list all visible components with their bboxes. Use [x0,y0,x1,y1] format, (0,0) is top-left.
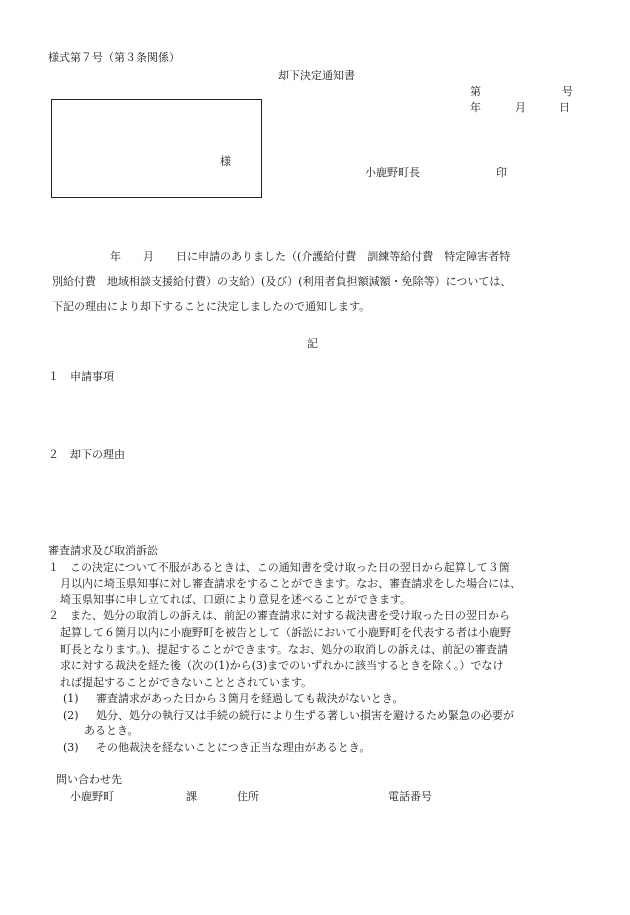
date-month: 月 [515,101,526,114]
appeal-p1-line: この決定について不服があるときは、この通知書を受け取った日の翌日から起算して３箇 [70,561,510,574]
appeal-p2-line: 求に対する裁決を経た後（次の(1)から(3)までのいずれかに該当するときを除く。）でなけ [60,659,504,672]
item-number: １ [48,370,59,383]
date-year: 年 [470,101,481,114]
recipient-box [51,99,262,198]
sub-item-text: 審査請求があった日から３箇月を経過しても裁決がないとき。 [96,692,404,705]
sub-item-text: その他裁決を経ないことにつき正当な理由があるとき。 [96,741,371,754]
appeal-p1-line: 埼玉県知事に申し立てれば、口頭により意見を述べることができます。 [60,593,412,606]
form-number: 様式第７号（第３条関係） [48,51,180,64]
contact-heading: 問い合わせ先 [56,773,122,786]
ki-mark: 記 [307,337,318,350]
sub-item-continuation: あるとき。 [84,724,139,737]
recipient-honorific: 様 [220,155,231,168]
item-label-reason: 却下の理由 [70,448,125,461]
appeal-p1-number: １ [48,561,59,574]
document-title: 却下決定通知書 [278,69,355,82]
body-line: 別給付費 地域相談支援給付費）の支給）(及び）(利用者負担額減額・免除等）については、 [52,275,512,288]
appeal-p2-line: 起算して６箇月以内に小鹿野町を被告として（訴訟において小鹿野町を代表する者は小鹿野 [60,626,511,639]
contact-phone-label: 電話番号 [388,790,432,803]
sub-item-number: (2) [63,709,79,722]
item-number: ２ [48,448,59,461]
doc-number-prefix: 第 [470,85,481,98]
issuer-name: 小鹿野町長 [365,166,420,179]
appeal-p1-line: 月以内に埼玉県知事に対し審査請求をすることができます。なお、審査請求をした場合には、 [60,577,522,590]
doc-number-suffix: 号 [562,85,573,98]
sub-item-number: (3) [63,741,79,754]
appeal-p2-line: また、処分の取消しの訴えは、前記の審査請求に対する裁決書を受け取った日の翌日から [70,609,510,622]
sub-item-text: 処分、処分の執行又は手続の続行により生ずる著しい損害を避けるため緊急の必要が [96,709,514,722]
contact-town: 小鹿野町 [70,790,114,803]
body-line: 下記の理由により却下することに決定しましたので通知します。 [52,300,371,313]
appeal-p2-line: 町長となります。)、提起することができます。なお、処分の取消しの訴えは、前記の審査請 [60,643,509,656]
issuer-seal: 印 [496,166,507,179]
item-label-application: 申請事項 [70,370,114,383]
contact-address-label: 住所 [237,790,259,803]
date-day: 日 [559,101,570,114]
contact-ka: 課 [186,790,197,803]
appeal-heading: 審査請求及び取消訴訟 [48,544,158,557]
appeal-p2-line: れば提起することができないこととされています。 [60,676,313,689]
appeal-p2-number: ２ [48,609,59,622]
sub-item-number: (1) [63,692,79,705]
body-line: 年 月 日に申請のありました（(介護給付費 訓練等給付費 特定障害者特 [110,250,511,263]
